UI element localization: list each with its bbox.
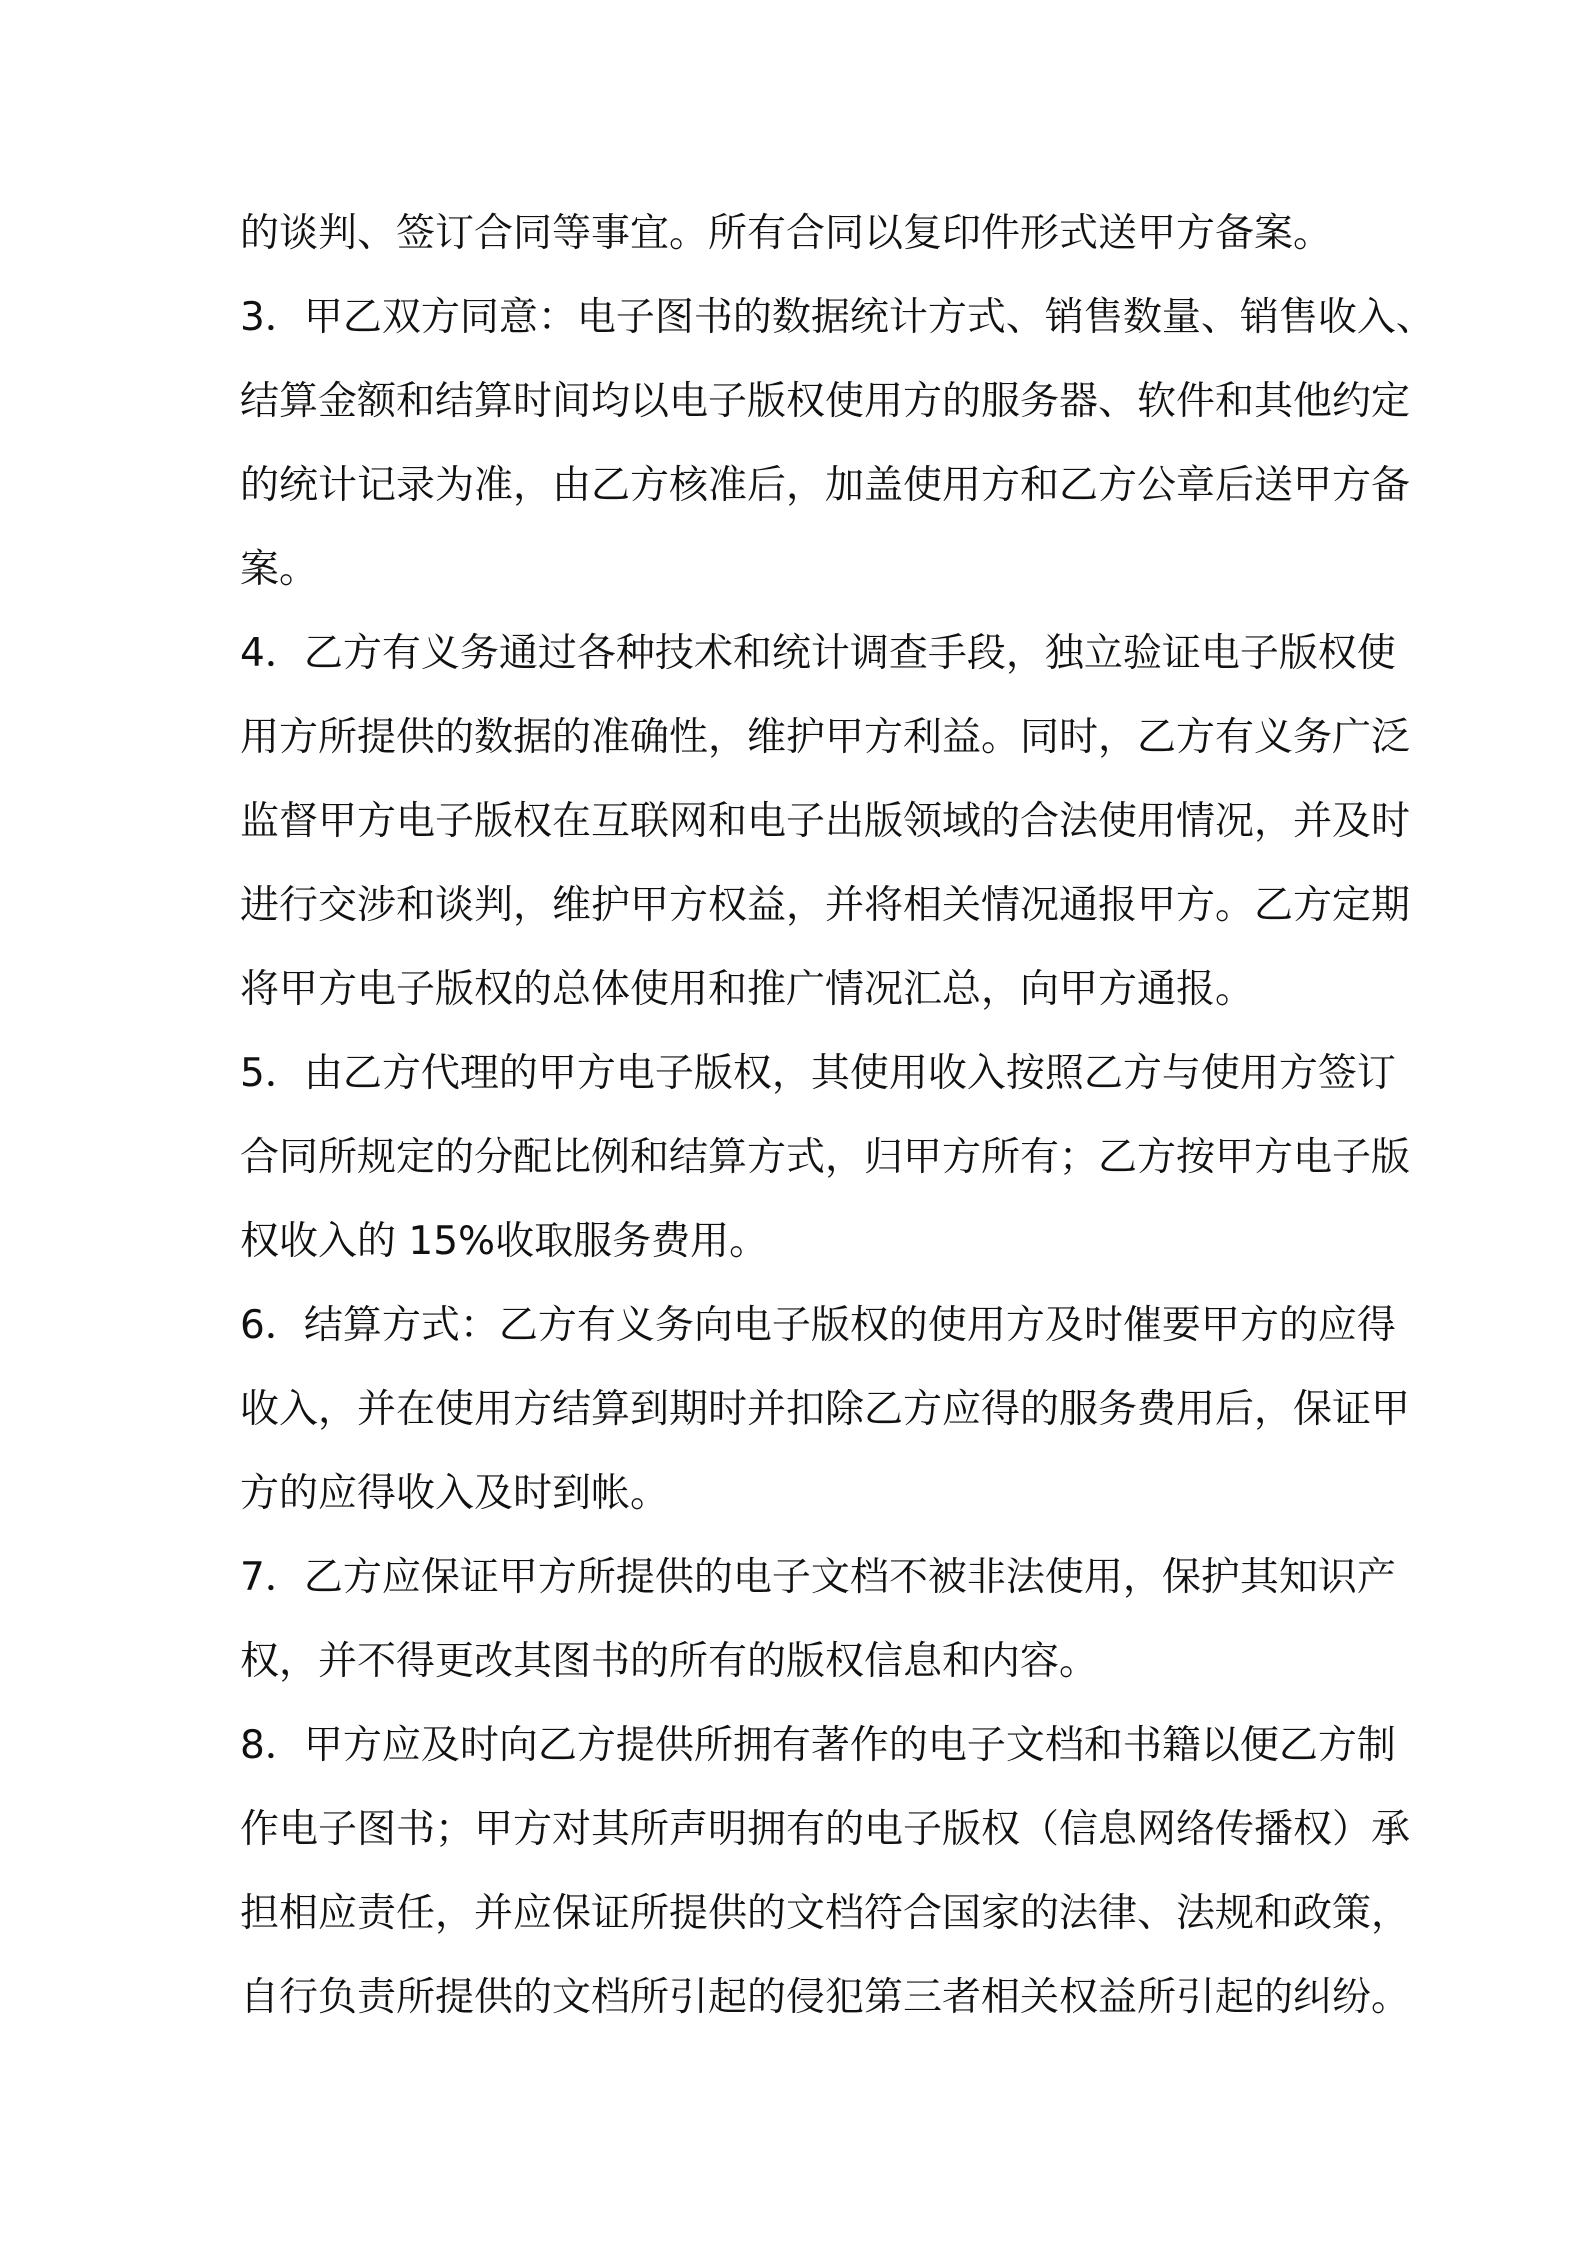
contract-body-text	[240, 192, 1435, 2040]
text-line: 进行交涉和谈判，维护甲方权益，并将相关情况通报甲方。乙方定期	[240, 883, 1411, 928]
text-line: 监督甲方电子版权在互联网和电子出版领域的合法使用情况，并及时	[240, 799, 1411, 844]
text-line: 权，并不得更改其图书的所有的版权信息和内容。	[240, 1639, 1099, 1684]
text-line: 4．乙方有义务通过各种技术和统计调查手段，独立验证电子版权使	[240, 631, 1396, 676]
text-line: 合同所规定的分配比例和结算方式，归甲方所有；乙方按甲方电子版	[240, 1135, 1411, 1180]
text-line: 的统计记录为准，由乙方核准后，加盖使用方和乙方公章后送甲方备	[240, 463, 1411, 508]
text-line: 8．甲方应及时向乙方提供所拥有著作的电子文档和书籍以便乙方制	[240, 1723, 1396, 1768]
text-line: 7．乙方应保证甲方所提供的电子文档不被非法使用，保护其知识产	[240, 1555, 1396, 1600]
text-line: 5．由乙方代理的甲方电子版权，其使用收入按照乙方与使用方签订	[240, 1051, 1396, 1096]
text-line: 权收入的 15%收取服务费用。	[240, 1219, 769, 1264]
text-line: 收入，并在使用方结算到期时并扣除乙方应得的服务费用后，保证甲	[240, 1387, 1411, 1432]
text-line: 的谈判、签订合同等事宜。所有合同以复印件形式送甲方备案。	[240, 211, 1333, 256]
text-line: 案。	[240, 547, 319, 592]
text-line: 将甲方电子版权的总体使用和推广情况汇总，向甲方通报。	[240, 967, 1255, 1012]
text-line: 自行负责所提供的文档所引起的侵犯第三者相关权益所引起的纠纷。	[240, 1975, 1411, 2020]
text-line: 用方所提供的数据的准确性，维护甲方利益。同时，乙方有义务广泛	[240, 715, 1411, 760]
text-line: 6．结算方式：乙方有义务向电子版权的使用方及时催要甲方的应得	[240, 1303, 1396, 1348]
text-line: 担相应责任，并应保证所提供的文档符合国家的法律、法规和政策，	[240, 1891, 1411, 1936]
text-line: 结算金额和结算时间均以电子版权使用方的服务器、软件和其他约定	[240, 379, 1411, 424]
text-line: 方的应得收入及时到帐。	[240, 1471, 670, 1516]
text-line: 作电子图书；甲方对其所声明拥有的电子版权（信息网络传播权）承	[240, 1807, 1411, 1852]
text-line: 3．甲乙双方同意：电子图书的数据统计方式、销售数量、销售收入、	[240, 295, 1435, 340]
